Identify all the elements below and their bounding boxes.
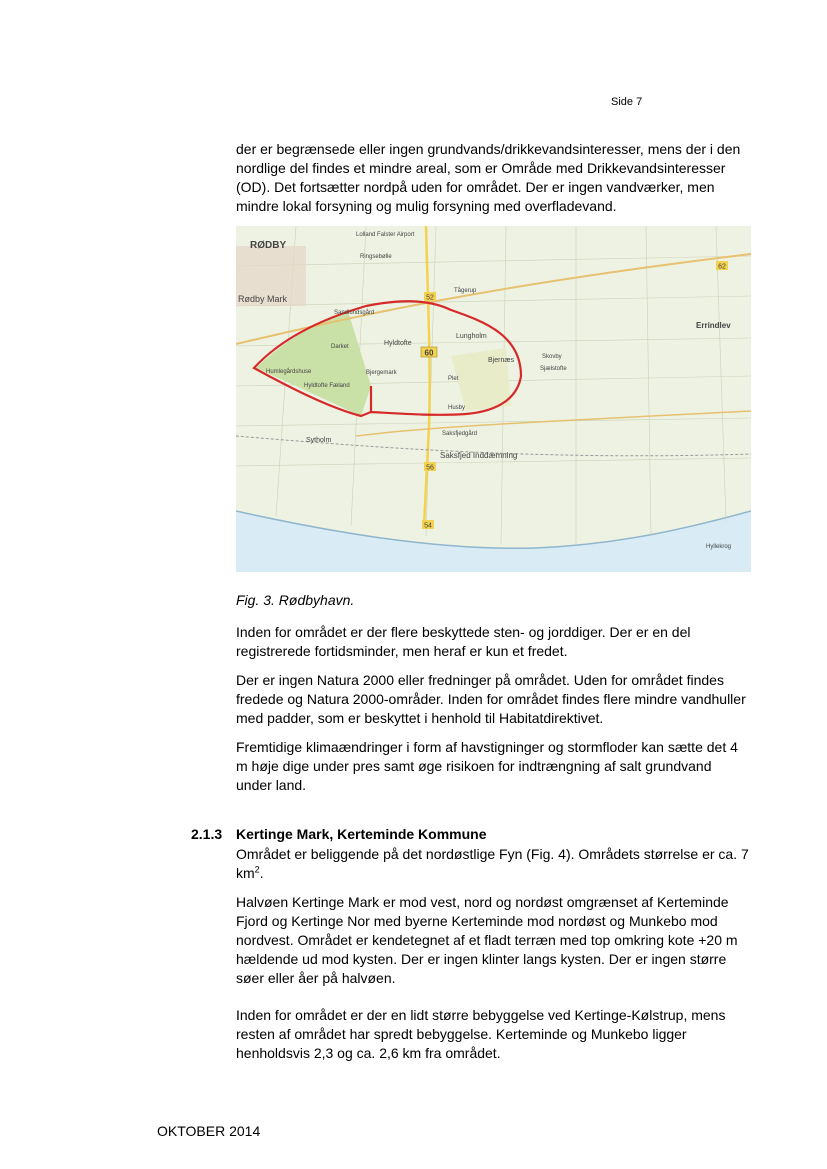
section-number: 2.1.3 xyxy=(191,826,223,842)
map-label-skovby: Skovby xyxy=(542,354,562,360)
map-label-saksfjed-inddaemning: Saksfjed Inddæmning xyxy=(440,451,518,460)
paragraph-bebyggelse: Inden for området er der en lidt større bebyggelse ved Kertinge-Kølstrup, mens resten af området har spredt bebyggelse. Kerteminde og Munkebo ligger henholdsvis 2,3 og ca. 2,6 km fra området. xyxy=(236,1007,726,1061)
paragraph-digs: Inden for området er der flere beskyttede sten- og jorddiger. Der er en del registrerede fortidsminder, men heraf er kun et fredet. xyxy=(236,624,691,659)
map-label-rodby: RØDBY xyxy=(250,240,287,251)
map-label-hyllekrog: Hyllekrog xyxy=(706,544,732,550)
figure-caption: Fig. 3. Rødbyhavn. xyxy=(236,592,355,608)
map-label-husby: Husby xyxy=(448,405,466,411)
map-label-road-62: 62 xyxy=(718,263,726,271)
map-label-sytholm: Sytholm xyxy=(306,437,332,444)
map-label-ringsebolle: Ringsebølle xyxy=(360,254,392,260)
map-label-road-56: 56 xyxy=(426,464,434,472)
map-label-hyldtofte: Hyldtofte xyxy=(384,340,412,347)
map-label-airport: Lolland Falster Airport xyxy=(356,232,415,238)
map-label-sjaelstofte: Sjælstofte xyxy=(540,366,567,372)
map-figure xyxy=(236,226,751,572)
paragraph-halvoen: Halvøen Kertinge Mark er mod vest, nord og nordøst omgrænset af Kerteminde Fjord og Kertinge Nor med byerne Kerteminde mod nordøst og Munkebo mod nordvest. Området er kendetegnet af et fladt terræn med top omkring kote +20 m hældende ud mod kysten. Der er ingen klinter langs kysten. Der er ingen større søer eller åer på halvøen. xyxy=(236,894,738,986)
intro-paragraph: der er begrænsede eller ingen grundvands/drikkevandsinteresser, mens der i den nordlige del findes et mindre areal, som er Område med Drikkevandsinteresser (OD). Det fortsætter nordpå uden for området. Der er ingen vandværker, men mindre lokal forsyning og mulig forsyning med overfladevand. xyxy=(236,141,741,214)
map-label-humlegaardshuse: Humlegårdshuse xyxy=(266,369,312,375)
footer-date: OKTOBER 2014 xyxy=(157,1123,261,1139)
section-title: Kertinge Mark, Kerteminde Kommune xyxy=(236,826,487,842)
paragraph-area-text: Området er beliggende på det nordøstlige Fyn (Fig. 4). Områdets størrelse er ca. 7 km xyxy=(236,846,749,881)
paragraph-natura: Der er ingen Natura 2000 eller fredninger på området. Uden for området findes fredede og Natura 2000-områder. Inden for området findes flere mindre vandhuller med padder, som er beskyttet i henhold til Habitatdirektivet. xyxy=(236,672,746,726)
map-label-road-52: 52 xyxy=(426,294,434,302)
map-label-hyldtofte-faeland: Hyldtofte Fæland xyxy=(304,383,350,389)
paragraph-area-end: . xyxy=(259,865,264,881)
paragraph-area xyxy=(236,845,751,883)
map-label-bjergemark: Bjergemark xyxy=(366,370,397,376)
map-label-errindlev: Errindlev xyxy=(696,321,731,330)
page-number: Side 7 xyxy=(611,96,643,108)
map-label-tagerup: Tågerup xyxy=(454,288,477,294)
map-label-sandlundsgaard: Sandlundsgård xyxy=(334,310,375,316)
map-label-bjernaes: Bjernæs xyxy=(488,357,515,364)
map-label-road-54: 54 xyxy=(424,522,432,530)
map-label-lungholm: Lungholm xyxy=(456,333,487,340)
map-label-rodby-mark: Rødby Mark xyxy=(238,294,288,304)
paragraph-climate: Fremtidige klimaændringer i form af havstigninger og stormfloder kan sætte det 4 m høje dige under pres samt øge risikoen for indtrængning af salt grundvand under land. xyxy=(236,739,738,793)
map-label-plet: Plet xyxy=(448,376,459,382)
map-label-saksfjedgaard: Saksfjedgård xyxy=(442,431,478,437)
map-label-darket: Darket xyxy=(331,344,349,350)
paragraph-area-superscript: 2 xyxy=(254,864,260,875)
map-label-road-60: 60 xyxy=(424,348,434,358)
